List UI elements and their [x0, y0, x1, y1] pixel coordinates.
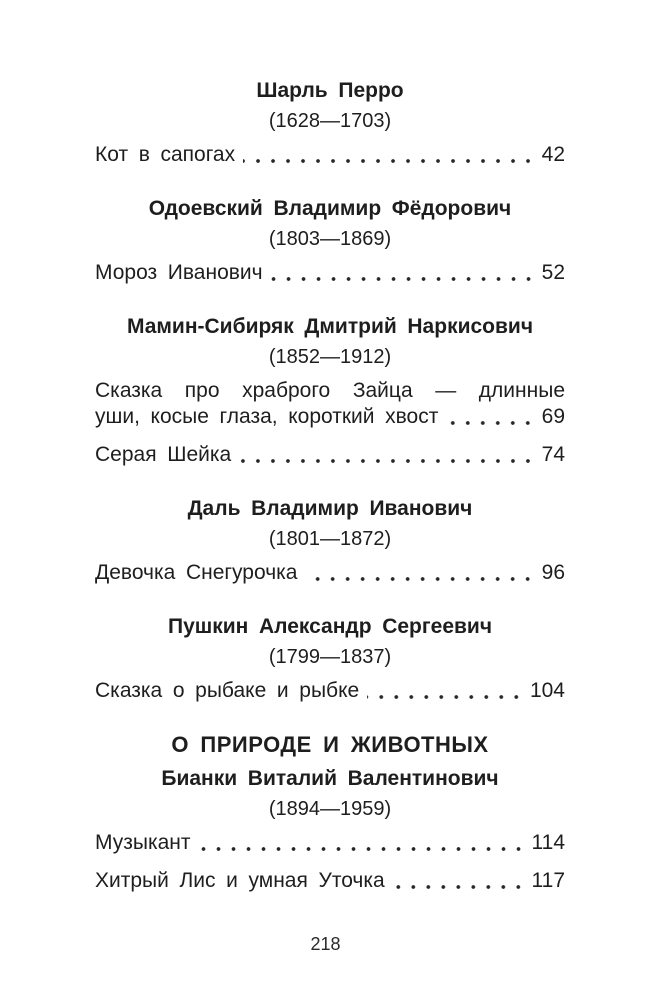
entry-last-line	[95, 560, 565, 586]
author-name: Шарль Перро	[256, 79, 404, 102]
entry-page-number: 117	[531, 869, 565, 892]
author-dates: (1799—1837)	[268, 646, 392, 668]
dot-leader	[393, 885, 526, 889]
toc-section	[95, 196, 565, 286]
entry-list	[95, 378, 565, 468]
toc-section	[95, 496, 565, 586]
author-dates: (1628—1703)	[268, 110, 392, 132]
author-dates: (1801—1872)	[268, 528, 392, 550]
entry-last-line	[95, 404, 565, 430]
dot-leader	[199, 847, 526, 851]
toc-entry	[95, 442, 565, 468]
entry-title: Серая Шейка	[95, 443, 232, 466]
entry-title: Девочка Снегурочка	[95, 561, 298, 584]
toc-entry	[95, 142, 565, 168]
entry-page-number: 52	[541, 261, 565, 284]
entry-page-number: 96	[541, 561, 565, 584]
author-name: Даль Владимир Иванович	[187, 497, 473, 520]
entry-page-number: 69	[541, 405, 565, 428]
page-number: 218	[310, 934, 341, 954]
dot-leader	[305, 577, 535, 581]
entry-page-number: 42	[541, 143, 565, 166]
author-dates: (1803—1869)	[268, 228, 392, 250]
entry-list	[95, 678, 565, 704]
toc-entry	[95, 560, 565, 586]
author-name: Пушкин Александр Сергеевич	[167, 615, 493, 638]
dot-leader	[446, 421, 535, 425]
author-dates: (1852—1912)	[268, 346, 392, 368]
entry-last-line	[95, 678, 565, 704]
author-name: Бианки Виталий Валентинович	[161, 767, 499, 790]
entry-page-number: 74	[541, 443, 565, 466]
entry-list	[95, 830, 565, 894]
dot-leader	[271, 277, 536, 281]
entry-list	[95, 260, 565, 286]
entry-title: Сказка о рыбаке и рыбке	[95, 679, 360, 702]
entry-list	[95, 142, 565, 168]
toc-entry	[95, 678, 565, 704]
toc-section	[95, 314, 565, 468]
dot-leader	[243, 159, 536, 163]
entry-title-line: Сказка про храброго Зайца — длинные	[95, 379, 565, 402]
entry-title: Кот в сапогах	[95, 143, 236, 166]
dot-leader	[239, 459, 535, 463]
toc-entry	[95, 868, 565, 894]
entry-title: Мороз Иванович	[95, 261, 263, 284]
author-name: Одоевский Владимир Фёдорович	[148, 197, 512, 220]
entry-last-line	[95, 142, 565, 168]
entry-list	[95, 560, 565, 586]
entry-last-line	[95, 830, 565, 856]
entry-page-number: 104	[529, 679, 565, 702]
toc-entry	[95, 378, 565, 430]
entry-title: Музыкант	[95, 831, 191, 854]
toc-sections	[95, 78, 565, 894]
toc-section	[95, 732, 565, 894]
section-title: О ПРИРОДЕ И ЖИВОТНЫХ	[171, 732, 489, 757]
toc-entry	[95, 830, 565, 856]
entry-last-line	[95, 868, 565, 894]
entry-page-number: 114	[531, 831, 565, 854]
entry-last-line	[95, 260, 565, 286]
author-name: Мамин-Сибиряк Дмитрий Наркисович	[126, 315, 534, 338]
toc-section	[95, 614, 565, 704]
entry-last-line	[95, 442, 565, 468]
toc-entry	[95, 260, 565, 286]
entry-title: Хитрый Лис и умная Уточка	[95, 869, 385, 892]
author-dates: (1894—1959)	[268, 798, 392, 820]
toc-section	[95, 78, 565, 168]
entry-title: уши, косые глаза, короткий хвост	[95, 405, 439, 428]
dot-leader	[367, 695, 524, 699]
